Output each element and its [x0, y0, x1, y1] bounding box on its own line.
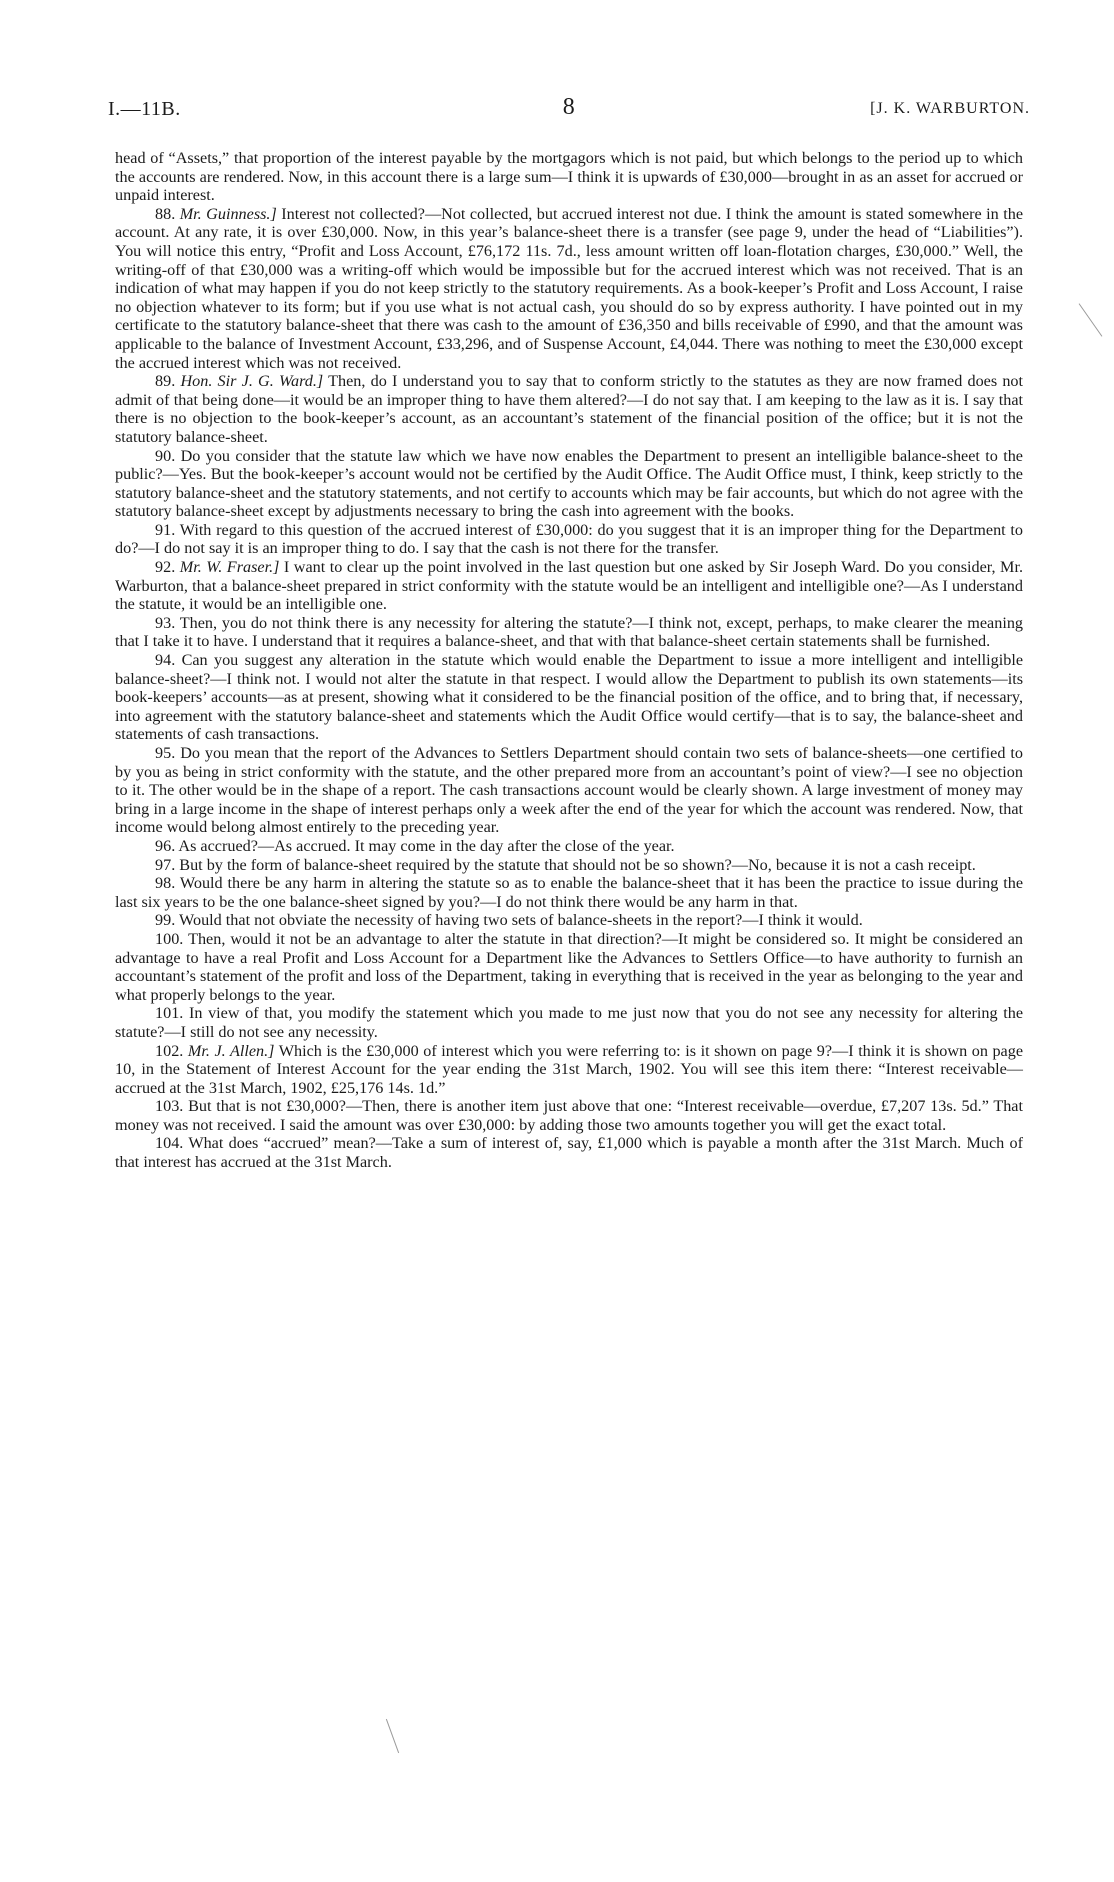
paragraph-text: Interest not collected?—Not collected, but accrued interest not due. I think the amount is stated somewhere in the account. At any rate, it is over £30,000. Now, in this year’s balance-sheet there is a transfer (see page 9, under the head of “Liabilities”). You will notice this entry, “Profit and Loss Account, £76,172 11s. 7d., less amount written off loan-flotation charges, £30,000.” Well, the writing-off of that £30,000 was a writing-off which would be impossible but for the accrued interest which was not received. That is an indication of what may happen if you do not keep strictly to the statutory requirements. As a book-keeper’s Profit and Loss Account, I raise no objection whatever to its form; but if you use what is not actual cash, you should do so by express authority. I have pointed out in my certificate to the statutory balance-sheet that there was cash to the amount of £36,350 and bills receivable of £990, and that the amount was applicable to the balance of Investment Account, £33,296, and of Suspense Account, £4,044. There was nothing to meet the £30,000 except the accrued interest which was not received.	[115, 204, 1023, 372]
paragraph-text: Then, would it not be an advantage to alter the statute in that direction?—It might be considered so. It might be considered an advantage to have a real Profit and Loss Account for a Department like the Advances to Settlers Office—to have authority to furnish an accountant’s statement of the profit and loss of the Department, taking in everything that is received in the year as belonging to the year and what properly belongs to the year.	[115, 929, 1023, 1004]
question-101	[115, 1004, 1023, 1041]
question-102	[115, 1042, 1023, 1098]
question-number: 97.	[155, 855, 180, 874]
question-88	[115, 205, 1023, 372]
paragraph-text: With regard to this question of the accrued interest of £30,000: do you suggest that it is an improper thing for the Department to do?—I do not say it is an improper thing to do. I say that the cash is not there for the transfer.	[115, 520, 1023, 558]
paragraph-text: head of “Assets,” that proportion of the interest payable by the mortgagors which is not paid, but which belongs to the period up to which the accounts are rendered. Now, in this account there is a large sum—I think it is upwards of £30,000—brought in as an asset for accrued or unpaid interest.	[115, 149, 1023, 205]
paragraph-text: Can you suggest any alteration in the statute which would enable the Department to issue a more intelligent and intelligible balance-sheet?—I think not. I would not alter the statute in that respect. I would allow the Department to publish its own statements—its book-keepers’ accounts—as at present, showing what it considered to be the financial position of the office, and to bring that, if necessary, into agreement with the statutory balance-sheet and statements which the Audit Office would certify—that is to say, the balance-sheet and statements of cash transactions.	[115, 651, 1024, 744]
question-99	[115, 911, 1023, 930]
question-number: 88.	[155, 204, 180, 223]
scan-artifact-mark	[386, 1719, 399, 1753]
paragraph-text: Then, do I understand you to say that to conform strictly to the statutes as they are now framed does not admit of that being done—it would be an improper thing to have them altered?—I do not say that. I am keeping to the law as it is. I say that there is no objection to the book-keeper’s account, as an accountant’s statement of the financial position of the office; but it is not the statutory balance-sheet.	[115, 372, 1024, 446]
paragraph-text: As accrued?—As accrued. It may come in the day after the close of the year.	[178, 836, 675, 855]
question-98	[115, 874, 1023, 911]
question-91	[115, 521, 1023, 558]
paragraph-text: But that is not £30,000?—Then, there is another item just above that one: “Interest receivable—overdue, £7,207 13s. 5d.” That money was not received. I said the amount was over £30,000: by adding those two amounts together you will get the exact total.	[115, 1097, 1023, 1134]
question-number: 93.	[155, 613, 180, 632]
paragraph-text: I want to clear up the point involved in the last question but one asked by Sir Joseph Ward. Do you consider, Mr. Warburton, that a balance-sheet prepared in strict conformity with the statute would be an intelligent and intelligible one?—As I understand the statute, it would be an intelligible one.	[115, 558, 1023, 614]
question-94	[115, 651, 1023, 744]
question-number: 95.	[155, 744, 181, 762]
question-104	[115, 1134, 1023, 1171]
question-103	[115, 1097, 1023, 1134]
question-number: 89.	[155, 372, 181, 391]
question-number: 98.	[155, 874, 180, 893]
question-number: 91.	[155, 520, 180, 539]
paragraph-text: Would that not obviate the necessity of having two sets of balance-sheets in the report?—I think it would.	[179, 911, 863, 930]
page-header	[108, 94, 1030, 128]
question-number: 99.	[155, 911, 179, 930]
speaker-name: Mr. W. Fraser.]	[179, 558, 280, 577]
question-100	[115, 930, 1023, 1004]
question-number: 96.	[155, 836, 179, 855]
paragraph-text: In view of that, you modify the statement which you made to me just now that you do not see any necessity for altering the statute?—I still do not see any necessity.	[115, 1004, 1024, 1041]
question-number: 101.	[155, 1004, 189, 1023]
question-96	[115, 837, 1023, 856]
paragraph-text: Which is the £30,000 of interest which you were referring to: is it shown on page 9?—I think it is shown on page 10, in the Statement of Interest Account for the year ending the 31st March, 1902. You will see this item there: “Interest receivable—accrued at the 31st March, 1902, £25,176 14s. 1d.”	[115, 1041, 1024, 1097]
parliamentary-paper-reference: I.—11B.	[108, 98, 181, 120]
question-number: 100.	[155, 929, 189, 948]
question-97	[115, 856, 1023, 875]
witness-name: [J. K. WARBURTON.	[870, 100, 1030, 117]
paragraph-text: Do you mean that the report of the Advances to Settlers Department should contain two sets of balance-sheets—one certified to by you as being in strict conformity with the statute, and the other prepared more from an accountant’s point of view?—I see no objection to it. The other would be in the shape of a report. The cash transactions account would be clearly shown. A large investment of money may bring in a large income in the shape of interest perhaps only a week after the end of the year for which the account was rendered. Now, that income would belong almost entirely to the preceding year.	[115, 744, 1023, 837]
paragraph-text: What does “accrued” mean?—Take a sum of interest of, say, £1,000 which is payable a month after the 31st March. Much of that interest has accrued at the 31st March.	[115, 1134, 1023, 1172]
question-93	[115, 614, 1023, 651]
question-number: 92.	[155, 558, 180, 577]
speaker-name: Mr. Guinness.]	[179, 204, 277, 223]
question-number: 103.	[155, 1097, 189, 1116]
document-body	[115, 149, 1023, 1172]
speaker-name: Hon. Sir J. G. Ward.]	[180, 372, 324, 391]
question-number: 90.	[155, 446, 181, 465]
paragraph-text: Would there be any harm in altering the statute so as to enable the balance-sheet that it has been the practice to issue during the last six years to be the one balance-sheet signed by you?—I do not think there would be any harm in that.	[115, 874, 1024, 911]
paragraph-text: Do you consider that the statute law which we have now enables the Department to present an intelligible balance-sheet to the public?—Yes. But the book-keeper’s account would not be certified by the Audit Office. The Audit Office must, I think, keep strictly to the statutory balance-sheet and the statutory statements, and not certify to accounts which may be fair accounts, but which do not agree with the statutory balance-sheet except by adjustments necessary to bring the cash into agreement with the books.	[115, 446, 1024, 521]
question-number: 104.	[155, 1134, 189, 1153]
scan-artifact-mark	[1079, 303, 1103, 336]
paragraph-continuation	[115, 149, 1023, 205]
speaker-name: Mr. J. Allen.]	[187, 1041, 275, 1060]
question-92	[115, 558, 1023, 614]
paragraph-text: But by the form of balance-sheet required by the statute that should not be so shown?—No, because it is not a cash receipt.	[179, 855, 976, 874]
page-number: 8	[562, 94, 576, 120]
question-90	[115, 447, 1023, 521]
paragraph-text: Then, you do not think there is any necessity for altering the statute?—I think not, except, perhaps, to make clearer the meaning that I take it to have. I understand that it requires a balance-sheet, and that with that balance-sheet certain statements shall be furnished.	[115, 613, 1024, 651]
question-number: 102.	[155, 1041, 188, 1060]
question-95	[115, 744, 1023, 837]
question-89	[115, 372, 1023, 446]
question-number: 94.	[155, 651, 182, 670]
